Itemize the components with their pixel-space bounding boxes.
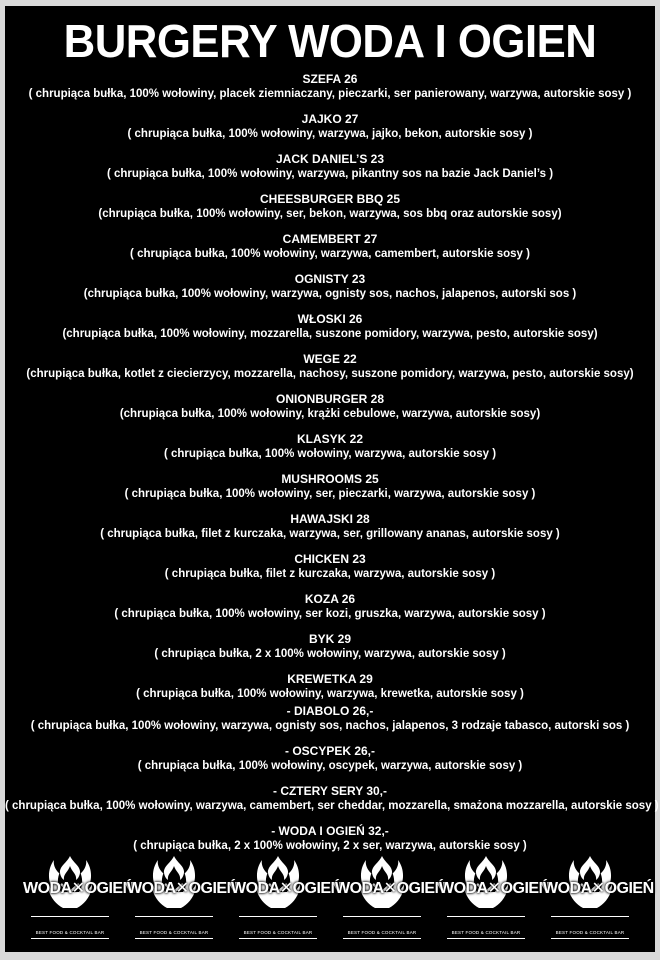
menu-item	[5, 784, 659, 814]
burger-menu-list	[5, 72, 659, 864]
menu-item-description: ( chrupiąca bułka, 100% wołowiny, ser kozi, gruszka, warzywa, autorskie sosy )	[114, 608, 546, 620]
page-title: BURGERY WODA I OGIEN	[63, 15, 597, 67]
menu-item	[5, 392, 655, 422]
logo-divider	[447, 916, 525, 917]
menu-item-name: JAJKO 27	[301, 112, 359, 126]
menu-item	[5, 512, 655, 542]
logo-tagline: BEST FOOD & COCKTAIL BAR	[555, 930, 625, 935]
woda-ogien-logo	[127, 854, 238, 942]
menu-item	[5, 592, 655, 622]
logo-divider	[551, 916, 629, 917]
menu-item	[5, 152, 655, 182]
menu-item-description: (chrupiąca bułka, 100% wołowiny, krążki cebulowe, warzywa, autorskie sosy)	[119, 408, 541, 420]
menu-item	[5, 552, 655, 582]
menu-item-name: SZEFA 26	[302, 72, 358, 86]
menu-item-description: ( chrupiąca bułka, filet z kurczaka, warzywa, autorskie sosy )	[164, 568, 496, 580]
logo-divider	[343, 938, 421, 939]
logo-divider	[239, 916, 317, 917]
logo-divider	[31, 916, 109, 917]
menu-item-description: ( chrupiąca bułka, 2 x 100% wołowiny, warzywa, autorskie sosy )	[154, 648, 506, 660]
menu-item-name: - DIABOLO 26,-	[286, 704, 374, 718]
menu-item-description: ( chrupiąca bułka, 2 x 100% wołowiny, 2 x ser, warzywa, autorskie sosy )	[133, 840, 527, 852]
menu-item-description: ( chrupiąca bułka, filet z kurczaka, warzywa, ser, grillowany ananas, autorskie sosy )	[100, 528, 560, 540]
menu-item-name: BYK 29	[308, 632, 352, 646]
logo-tagline: BEST FOOD & COCKTAIL BAR	[139, 930, 209, 935]
menu-item	[5, 744, 655, 774]
logo-divider	[343, 916, 421, 917]
menu-item	[5, 112, 655, 142]
menu-item-description: ( chrupiąca bułka, 100% wołowiny, placek ziemniaczany, pieczarki, ser panierowany, warzywa, autorskie sosy )	[28, 88, 632, 100]
woda-ogien-logo	[335, 854, 446, 942]
menu-item	[5, 272, 655, 302]
menu-item-name: KREWETKA 29	[287, 672, 373, 686]
logo-divider	[135, 938, 213, 939]
logo-wordmark: WODA✕OGIEŃ	[127, 880, 238, 897]
logo-wordmark: WODA✕OGIEŃ	[231, 880, 342, 897]
logo-divider	[239, 938, 317, 939]
logo-tagline: BEST FOOD & COCKTAIL BAR	[35, 930, 105, 935]
menu-item-description: ( chrupiąca bułka, 100% wołowiny, warzywa, camembert, autorskie sosy )	[130, 248, 530, 260]
menu-item	[5, 232, 655, 262]
logo-tagline: BEST FOOD & COCKTAIL BAR	[243, 930, 313, 935]
menu-item-name: - OSCYPEK 26,-	[284, 744, 376, 758]
logo-divider	[31, 938, 109, 939]
logo-wordmark: WODA✕OGIEŃ	[23, 880, 134, 897]
menu-poster	[5, 6, 659, 952]
logo-tagline: BEST FOOD & COCKTAIL BAR	[347, 930, 417, 935]
menu-item-description: (chrupiąca bułka, kotlet z ciecierzycy, mozzarella, nachosy, suszone pomidory, warzywa, pesto, autorskie sosy)	[26, 368, 634, 380]
woda-ogien-logo	[543, 854, 654, 942]
logo-divider	[135, 916, 213, 917]
menu-item-name: KOZA 26	[304, 592, 356, 606]
menu-item-name: OGNISTY 23	[294, 272, 366, 286]
menu-item-description: (chrupiąca bułka, 100% wołowiny, ser, bekon, warzywa, sos bbq oraz autorskie sosy)	[98, 208, 562, 220]
logo-tagline: BEST FOOD & COCKTAIL BAR	[451, 930, 521, 935]
menu-item	[5, 672, 655, 702]
menu-item	[5, 352, 655, 382]
menu-item-name: WŁOSKI 26	[297, 312, 363, 326]
menu-item-name: CHICKEN 23	[294, 552, 366, 566]
menu-item	[5, 192, 655, 222]
menu-item	[5, 632, 655, 662]
menu-item-description: ( chrupiąca bułka, 100% wołowiny, warzywa, pikantny sos na bazie Jack Daniel’s )	[106, 168, 554, 180]
menu-item-name: ONIONBURGER 28	[275, 392, 385, 406]
menu-item-description: ( chrupiąca bułka, 100% wołowiny, warzywa, autorskie sosy )	[163, 448, 497, 460]
logo-divider	[551, 938, 629, 939]
menu-item-description: ( chrupiąca bułka, 100% wołowiny, warzywa, krewetka, autorskie sosy )	[136, 688, 524, 700]
menu-item	[5, 824, 655, 854]
menu-item	[5, 472, 655, 502]
menu-item	[5, 312, 655, 342]
menu-item-name: - CZTERY SERY 30,-	[272, 784, 388, 798]
logo-wordmark: WODA✕OGIEŃ	[335, 880, 446, 897]
menu-item-name: CAMEMBERT 27	[282, 232, 378, 246]
menu-item-description: ( chrupiąca bułka, 100% wołowiny, ser, pieczarki, warzywa, autorskie sosy )	[124, 488, 536, 500]
logo-wordmark: WODA✕OGIEŃ	[543, 880, 654, 897]
menu-item	[5, 432, 655, 462]
menu-item-description: ( chrupiąca bułka, 100% wołowiny, oscypek, warzywa, autorskie sosy )	[137, 760, 523, 772]
menu-item-description: ( chrupiąca bułka, 100% wołowiny, warzywa, camembert, ser cheddar, mozzarella, smażona mozzarella, autorskie sosy )	[5, 800, 659, 812]
logo-divider	[447, 938, 525, 939]
menu-item-name: MUSHROOMS 25	[281, 472, 379, 486]
menu-item-description: ( chrupiąca bułka, 100% wołowiny, warzywa, ognisty sos, nachos, jalapenos, 3 rodzaje tabasco, autorski sos )	[30, 720, 630, 732]
menu-item-description: (chrupiąca bułka, 100% wołowiny, mozzarella, suszone pomidory, warzywa, pesto, autorskie sosy)	[62, 328, 598, 340]
menu-item-name: HAWAJSKI 28	[290, 512, 370, 526]
woda-ogien-logo	[439, 854, 550, 942]
menu-item-name: JACK DANIEL’S 23	[275, 152, 385, 166]
menu-item-description: (chrupiąca bułka, 100% wołowiny, warzywa, ognisty sos, nachos, jalapenos, autorski sos )	[83, 288, 577, 300]
logo-wordmark: WODA✕OGIEŃ	[439, 880, 550, 897]
woda-ogien-logo	[23, 854, 134, 942]
menu-item-name: - WODA I OGIEŃ 32,-	[271, 824, 389, 838]
logo-strip	[23, 854, 654, 942]
menu-item-description: ( chrupiąca bułka, 100% wołowiny, warzywa, jajko, bekon, autorskie sosy )	[127, 128, 533, 140]
menu-item-name: KLASYK 22	[296, 432, 364, 446]
menu-item-name: CHEESBURGER BBQ 25	[259, 192, 401, 206]
menu-item	[5, 72, 655, 102]
menu-item	[5, 704, 655, 734]
menu-item-name: WEGE 22	[303, 352, 357, 366]
woda-ogien-logo	[231, 854, 342, 942]
